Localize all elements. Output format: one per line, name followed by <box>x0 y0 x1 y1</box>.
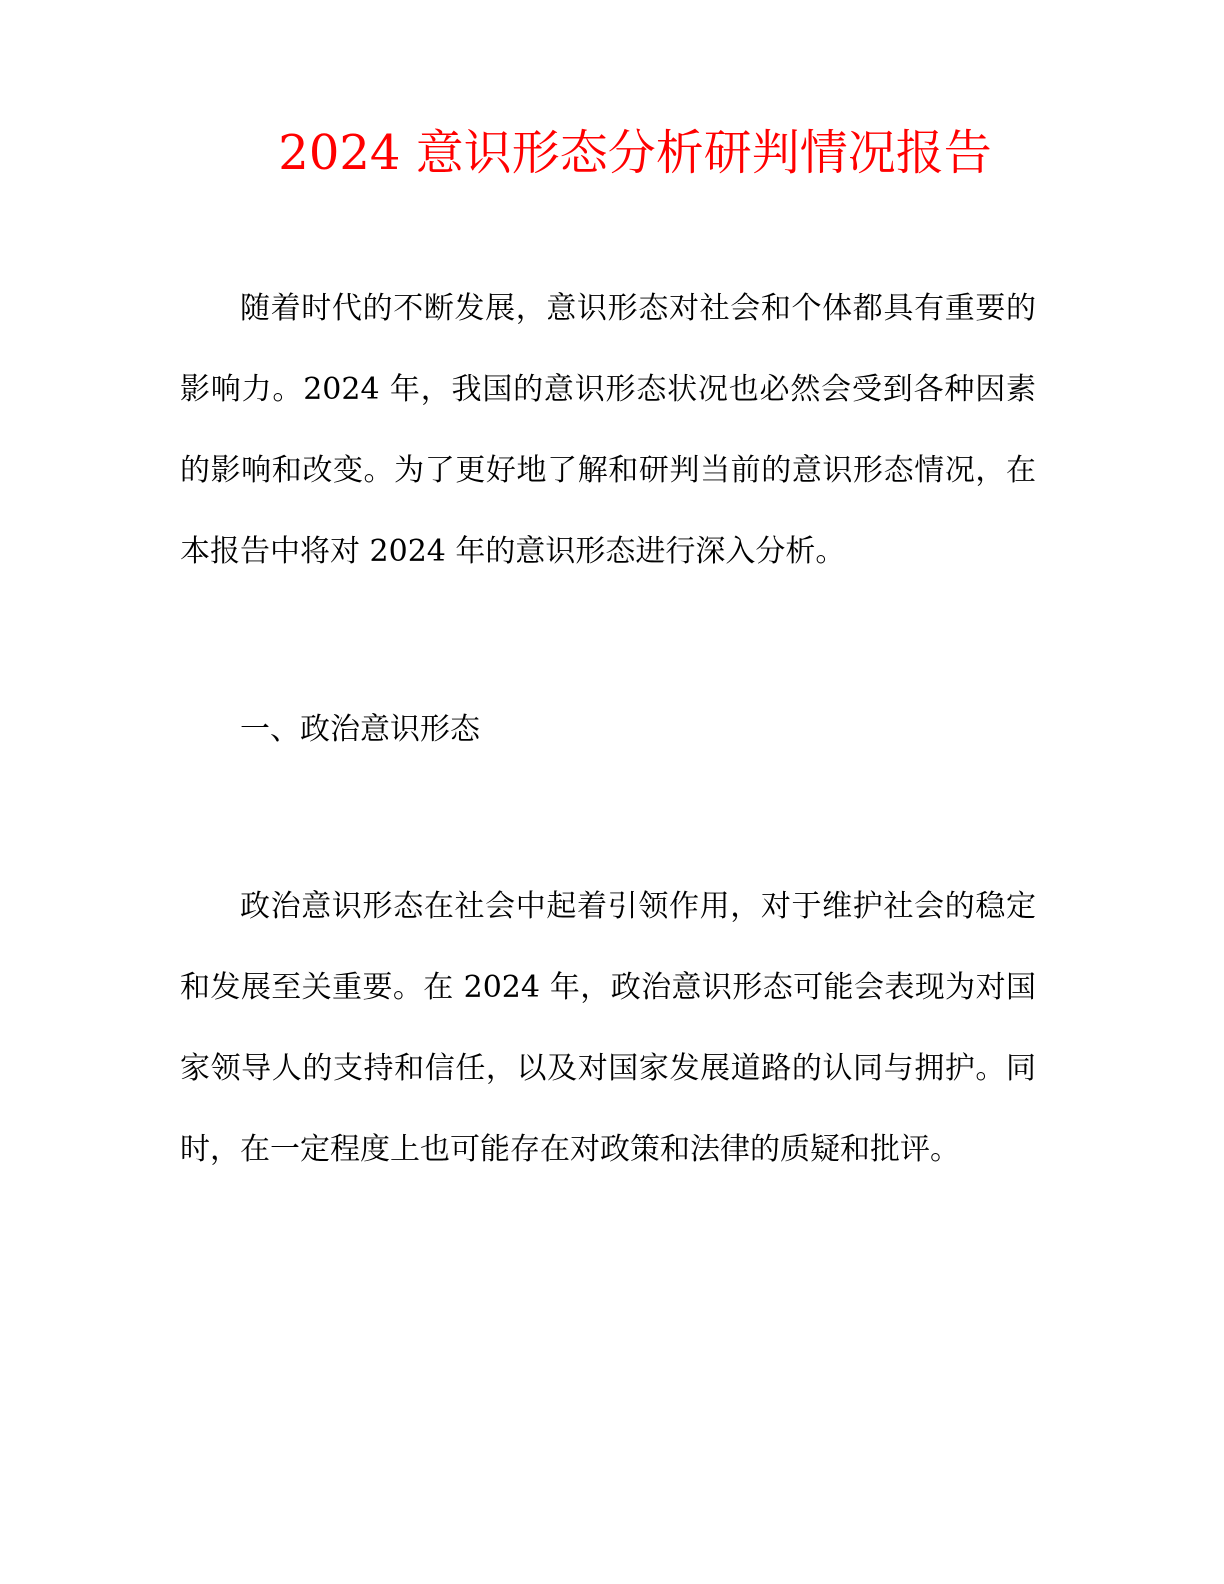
document-title: 2024 意识形态分析研判情况报告 <box>278 125 992 181</box>
body-paragraph: 政治意识形态在社会中起着引领作用，对于维护社会的稳定和发展至关重要。在 2024 年，政治意识形态可能会表现为对国家领导人的支持和信任，以及对国家发展道路的认同与拥护。同时，在一定程度上也可能存在对政策和法律的质疑和批评。 <box>180 889 1036 1167</box>
section-heading: 一、政治意识形态 <box>240 712 480 747</box>
intro-paragraph: 随着时代的不断发展，意识形态对社会和个体都具有重要的影响力。2024 年，我国的意识形态状况也必然会受到各种因素的影响和改变。为了更好地了解和研判当前的意识形态情况，在本报告中将对 2024 年的意识形态进行深入分析。 <box>180 291 1036 569</box>
